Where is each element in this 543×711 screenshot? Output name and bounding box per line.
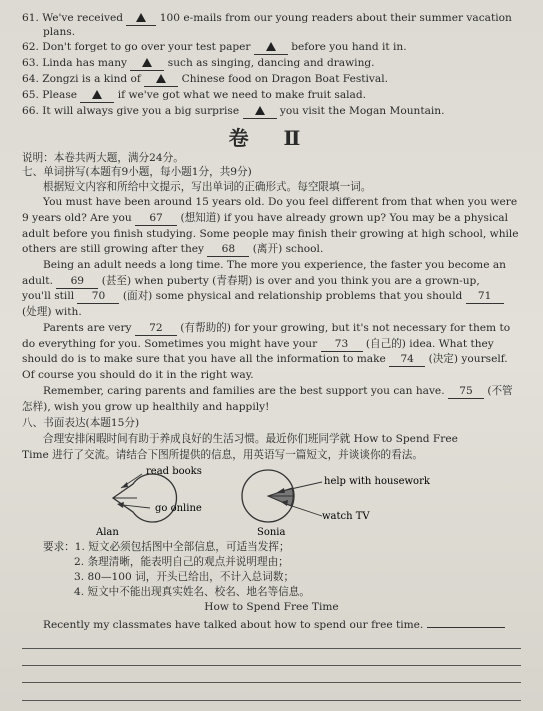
passage-line: adult before you finish studying. Some people may finish their growing at high school, while [22,228,519,240]
requirement-text: 1. 短文必须包括图中全部信息，可适当发挥； [74,541,290,553]
question-63-text-b: such as singing, dancing and drawing. [167,57,375,69]
question-62-text-a: 62. Don't forget to go over your test paper [22,41,251,53]
sonia-name: Sonia [257,527,286,538]
passage-line [22,212,508,226]
passage-text: (想知道) if you have already grown up? You may be a physical [180,212,508,224]
answer-blank-73[interactable]: 73 [321,338,363,352]
answer-blank-63[interactable] [130,57,164,71]
writing-line[interactable] [22,682,521,683]
passage-text: Remember, caring parents and families are the best support you can have. [43,385,445,397]
question-65 [22,89,366,103]
passage-text: you'll still [22,290,75,302]
answer-blank-70[interactable]: 70 [77,290,119,304]
question-62-text-b: before you hand it in. [291,41,407,53]
passage-text: (自己的) idea. What they [365,338,494,350]
question-65-text-a: 65. Please [22,89,78,101]
question-61-text-b: 100 e-mails from our young readers about their summer vacation [159,12,512,24]
passage-line [43,322,510,336]
section-8-instruction: 合理安排闲暇时间有助于养成良好的生活习惯。最近你们班同学就 How to Spend Free [43,433,458,445]
answer-blank-68[interactable]: 68 [207,243,249,257]
sonia-pie [242,470,322,522]
question-65-text-b: if we've got what we need to make fruit salad. [117,89,367,101]
question-62 [22,41,407,55]
passage-line: Of course you should do it in the right way. [22,369,254,381]
passage-text: (甚至) when puberty (青春期) is over and you think you are a grown-up, [101,275,480,287]
section-7-instruction: 根据短文内容和所给中文提示，写出单词的正确形式。每空限填一词。 [43,181,372,193]
essay-opening-line [43,619,505,632]
passage-text: 9 years old? Are you [22,212,132,224]
section-8-title: 八、书面表达(本题15分) [22,417,140,429]
alan-pie [113,474,176,522]
passage-text: (决定) yourself. [428,353,508,365]
requirement-4: 4. 短文中不能出现真实姓名、校名、地名等信息。 [74,586,310,598]
triangle-icon [92,90,102,99]
triangle-icon [266,42,276,51]
sonia-label-housework: help with housework [324,476,430,487]
answer-blank-64[interactable] [144,73,178,87]
passage-text: (离开) school. [252,243,324,255]
requirement-3: 3. 80—100 词，开头已给出，不计入总词数； [74,571,295,583]
triangle-icon [156,74,166,83]
passage-line: 怎样), wish you grow up healthily and happily! [22,401,270,413]
question-64 [22,73,388,87]
alan-label-read-books: read books [146,466,202,477]
passage-text: adult. [22,275,53,287]
question-61-cont: plans. [43,26,76,38]
passage-line [22,243,323,257]
section-7-title: 七、单词拼写(本题有9小题，每小题1分，共9分) [22,166,252,178]
answer-blank-61[interactable] [126,12,156,26]
question-63 [22,57,375,71]
passage-line [22,338,494,352]
requirements-label: 要求： [43,541,75,553]
writing-line[interactable] [22,648,521,649]
question-66 [22,105,445,119]
section-note: 说明：本卷共两大题，满分24分。 [22,152,184,164]
passage-line: Being an adult needs a long time. The more you experience, the faster you become an [43,259,506,271]
answer-blank-75[interactable]: 75 [448,385,484,399]
answer-blank-66[interactable] [243,105,277,119]
essay-opening-text: Recently my classmates have talked about how to spend our free time. [43,619,424,631]
passage-text: Parents are very [43,322,132,334]
question-64-text-a: 64. Zongzi is a kind of [22,73,141,85]
requirement-1 [43,541,290,554]
passage-line [22,275,480,289]
triangle-icon [142,58,152,67]
answer-blank-67[interactable]: 67 [135,212,177,226]
passage-line [22,290,504,304]
passage-text: do everything for you. Sometimes you might have your [22,338,318,350]
requirement-2: 2. 条理清晰，能表明自己的观点并说明理由； [74,556,289,568]
question-64-text-b: Chinese food on Dragon Boat Festival. [181,73,388,85]
question-66-text-a: 66. It will always give you a big surprise [22,105,240,117]
essay-title: How to Spend Free Time [204,601,339,613]
part-two-title: 卷 Ⅱ [228,126,315,150]
answer-blank-69[interactable]: 69 [56,275,98,289]
answer-blank-72[interactable]: 72 [135,322,177,336]
writing-line[interactable] [22,665,521,666]
section-8-instruction: Time 进行了交流。请结合下图所提供的信息，用英语写一篇短文，并谈谈你的看法。 [22,449,423,461]
essay-writing-blank[interactable] [427,627,505,628]
passage-line [43,385,513,399]
question-66-text-b: you visit the Mogan Mountain. [279,105,445,117]
alan-name: Alan [96,527,119,538]
pie-figures [0,460,543,540]
passage-text: (面对) some physical and relationship problems that you should [122,290,463,302]
passage-text: others are still growing after they [22,243,205,255]
answer-blank-65[interactable] [80,89,114,103]
question-63-text-a: 63. Linda has many [22,57,128,69]
passage-text: should do is to make sure that you have all the information to make [22,353,386,365]
triangle-icon [136,13,146,22]
passage-line: (处理) with. [22,306,82,318]
sonia-label-watch-tv: watch TV [322,511,370,522]
answer-blank-62[interactable] [254,41,288,55]
passage-line: You must have been around 15 years old. Do you feel different from that when you were [43,196,518,208]
triangle-icon [255,106,265,115]
passage-line [22,353,508,367]
alan-label-go-online: go online [155,503,202,514]
passage-text: (有帮助的) for your growing, but it's not necessary for them to [180,322,511,334]
question-61-text-a: 61. We've received [22,12,124,24]
passage-text: (不管 [487,385,513,397]
writing-line[interactable] [22,700,521,701]
answer-blank-74[interactable]: 74 [389,353,425,367]
question-61 [22,12,512,26]
answer-blank-71[interactable]: 71 [466,290,504,304]
